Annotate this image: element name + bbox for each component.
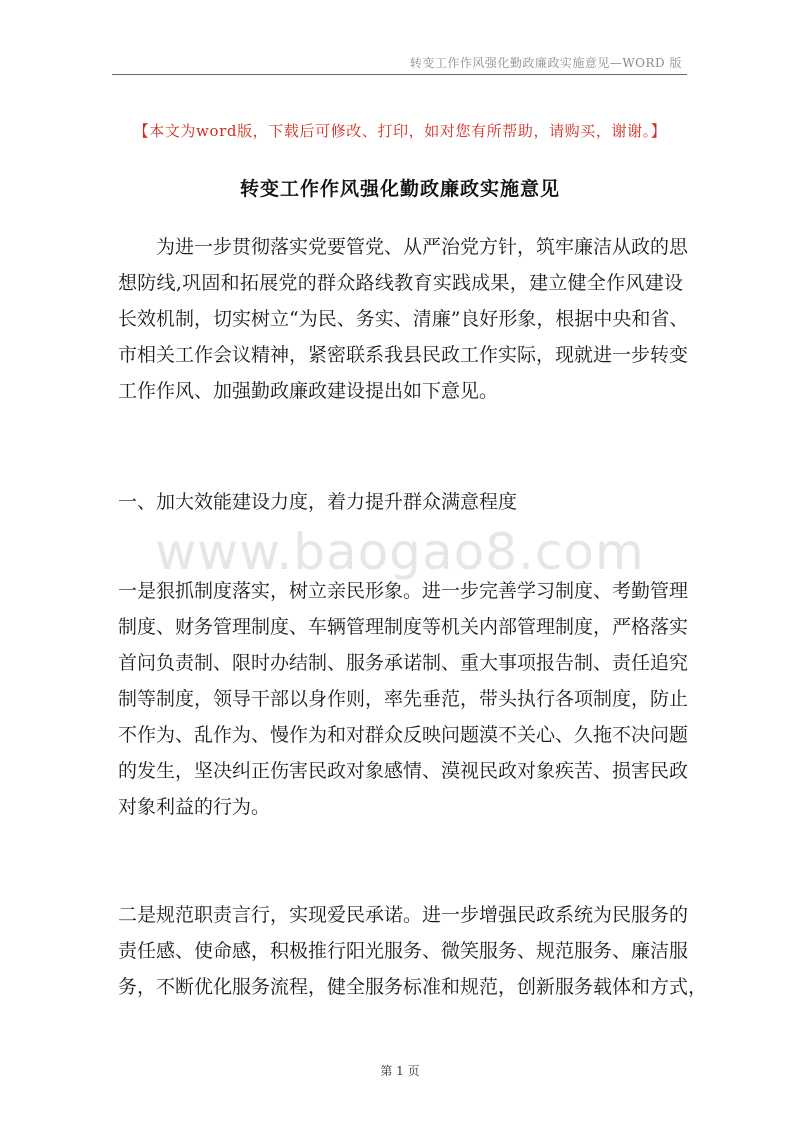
paragraph-line: 对象利益的行为。 [118, 796, 271, 818]
paragraph-line: 制等制度，领导干部以身作则，率先垂范，带头执行各项制度，防止 [118, 688, 689, 710]
paragraph-line: 市相关工作会议精神，紧密联系我县民政工作实际，现就进一步转变 [118, 344, 689, 366]
section-heading [118, 484, 683, 520]
paragraph-line: 工作作风、加强勤政廉政建设提出如下意见。 [118, 380, 499, 402]
paragraph-line: 为进一步贯彻落实党要管党、从严治党方针，筑牢廉洁从政的思 [156, 236, 689, 258]
paragraph-line: 首问负责制、限时办结制、服务承诺制、重大事项报告制、责任追究 [118, 652, 689, 674]
purchase-notice: 【本文为word版，下载后可修改、打印，如对您有所帮助，请购买，谢谢。】 [133, 122, 667, 140]
watermark: www.baogao8.com [155, 523, 645, 581]
page-number: 第 1 页 [380, 1064, 420, 1078]
paragraph-line: 长效机制，切实树立“为民、务实、清廉”良好形象，根据中央和省、 [118, 308, 689, 330]
paragraph-line: 二是规范职责言行，实现爱民承诺。进一步增强民政系统为民服务的 [118, 904, 689, 926]
paragraph-line: 一是狠抓制度落实，树立亲民形象。进一步完善学习制度、考勤管理 [118, 580, 689, 602]
document-title: 转变工作作风强化勤政廉政实施意见 [239, 178, 560, 200]
paragraph-line: 制度、财务管理制度、车辆管理制度等机关内部管理制度，严格落实 [118, 616, 689, 638]
section-heading-text: 一、加大效能建设力度，着力提升群众满意程度 [118, 491, 518, 513]
intro-paragraph [118, 229, 689, 409]
paragraph-line: 不作为、乱作为、慢作为和对群众反映问题漠不关心、久拖不决问题 [118, 724, 689, 746]
running-header: 转变工作作风强化勤政廉政实施意见—WORD 版 [409, 56, 682, 70]
paragraph-line: 的发生，坚决纠正伤害民政对象感情、漠视民政对象疾苦、损害民政 [118, 760, 689, 782]
paragraph-line: 想防线,巩固和拓展党的群众路线教育实践成果，建立健全作风建设 [118, 272, 683, 294]
paragraph-1 [118, 573, 689, 825]
paragraph-line: 务，不断优化服务流程，健全服务标准和规范，创新服务载体和方式， [118, 976, 708, 998]
paragraph-2 [118, 897, 708, 1005]
paragraph-line: 责任感、使命感，积极推行阳光服务、微笑服务、规范服务、廉洁服 [118, 940, 689, 962]
header-divider [112, 74, 687, 75]
